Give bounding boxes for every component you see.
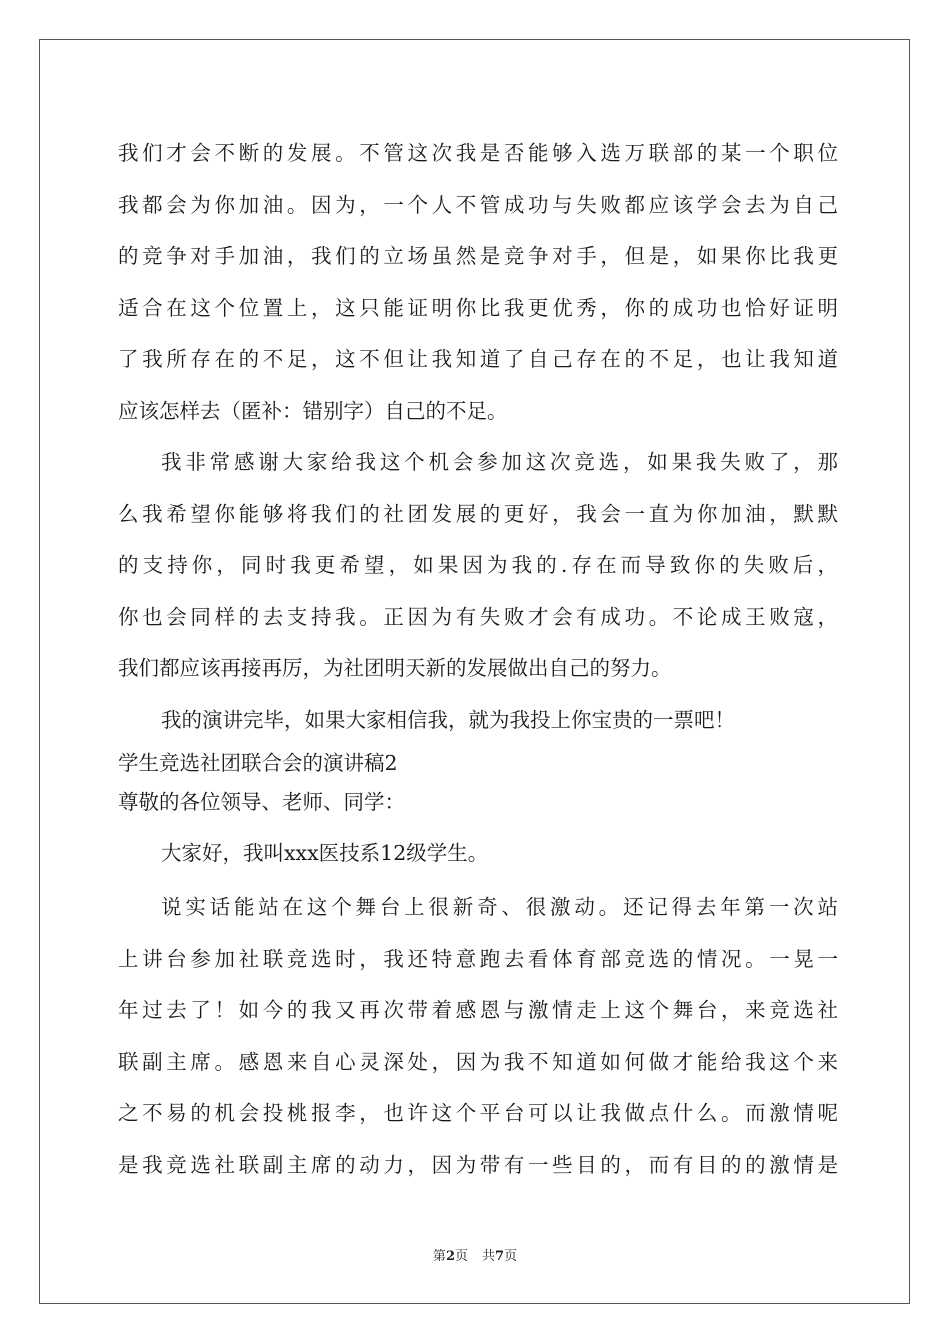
text-line: 年过去了！如今的我又再次带着感恩与激情走上这个舞台，来竞选社 — [118, 998, 838, 1022]
text-line: 了我所存在的不足，这不但让我知道了自己存在的不足，也让我知道 — [118, 347, 838, 371]
text-line: 我非常感谢大家给我这个机会参加这次竞选，如果我失败了，那 — [161, 450, 838, 474]
text-line: 么我希望你能够将我们的社团发展的更好，我会一直为你加油，默默 — [118, 501, 838, 526]
page-prefix: 第 — [432, 1249, 446, 1264]
text-line: 你也会同样的去支持我。正因为有失败才会有成功。不论成王败寇， — [118, 604, 838, 629]
document-body — [118, 128, 838, 1191]
text-line: 我们都应该再接再厉，为社团明天新的发展做出自己的努力。 — [118, 656, 672, 680]
text-line: 大家好，我叫xxx医技系12级学生。 — [161, 841, 489, 865]
text-line: 之不易的机会投桃报李，也许这个平台可以让我做点什么。而激情呢 — [118, 1101, 838, 1125]
text-line: 我们才会不断的发展。不管这次我是否能够入选万联部的某一个职位 — [118, 141, 838, 165]
page-number: 2 — [445, 1249, 455, 1264]
total-suffix: 页 — [504, 1249, 518, 1264]
text-line: 说实话能站在这个舞台上很新奇、很激动。还记得去年第一次站 — [161, 895, 838, 919]
text-line: 联副主席。感恩来自心灵深处，因为我不知道如何做才能给我这个来 — [118, 1049, 838, 1074]
text-line: 应该怎样去（匿补：错别字）自己的不足。 — [118, 398, 508, 423]
page-suffix: 页 — [454, 1249, 468, 1264]
text-line: 的竞争对手加油，我们的立场虽然是竞争对手，但是，如果你比我更 — [118, 244, 838, 268]
text-line: 的支持你，同时我更希望，如果因为我的.存在而导致你的失败后， — [118, 553, 838, 577]
page-footer — [0, 1245, 950, 1264]
text-line: 适合在这个位置上，这只能证明你比我更优秀，你的成功也恰好证明 — [118, 295, 838, 320]
salutation: 尊敬的各位领导、老师、同学： — [118, 790, 405, 814]
total-pages: 7 — [495, 1249, 505, 1264]
text-line: 上讲台参加社联竞选时，我还特意跑去看体育部竞选的情况。一晃一 — [118, 946, 838, 971]
text-line: 我的演讲完毕，如果大家相信我，就为我投上你宝贵的一票吧！ — [161, 707, 735, 732]
total-prefix: 共 — [482, 1249, 496, 1264]
text-line: 我都会为你加油。因为，一个人不管成功与失败都应该学会去为自己 — [118, 192, 838, 217]
section-heading: 学生竞选社团联合会的演讲稿2 — [118, 751, 398, 775]
text-line: 是我竞选社联副主席的动力，因为带有一些目的，而有目的的激情是 — [118, 1152, 838, 1177]
